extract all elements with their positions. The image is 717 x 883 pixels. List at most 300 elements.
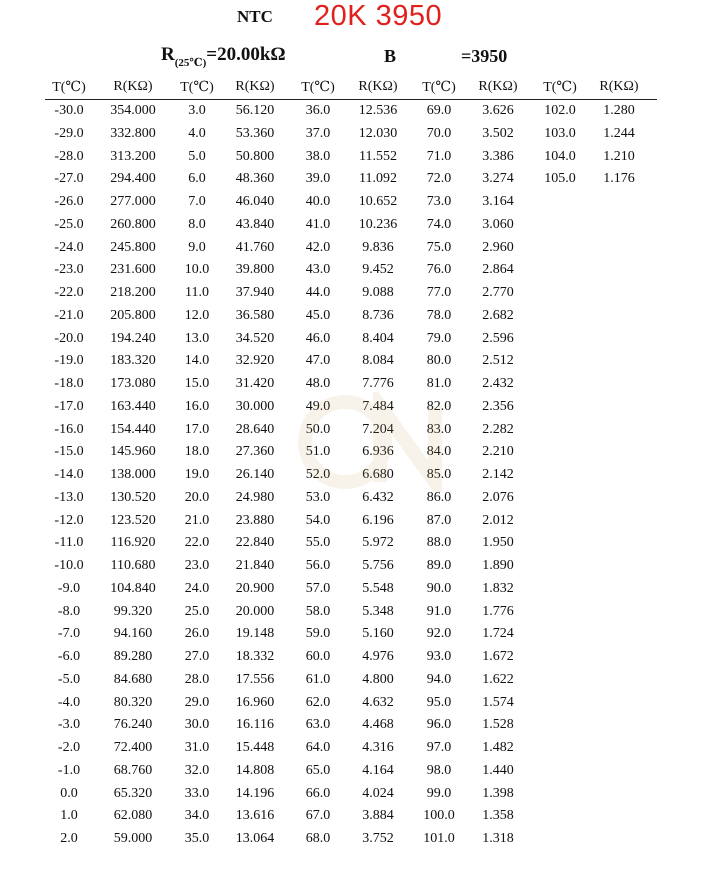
table-cell: 62.080 [113, 808, 153, 824]
table-cell: 3.884 [362, 808, 394, 824]
table-cell: 71.0 [426, 148, 452, 164]
table-cell: 50.0 [305, 421, 331, 437]
table-cell: 8.404 [362, 330, 394, 346]
table-cell: 4.024 [362, 785, 394, 801]
table-cell: 4.632 [362, 694, 394, 710]
table-cell: 101.0 [423, 831, 455, 846]
table-cell: 11.552 [359, 148, 397, 164]
b-value: =3950 [461, 46, 508, 66]
table-cell: 5.756 [362, 558, 394, 573]
table-cell: 1.398 [482, 785, 514, 801]
table-cell: 56.120 [235, 103, 275, 118]
table-cell: 91.0 [426, 603, 452, 619]
table-cell: 90.0 [426, 580, 452, 596]
table-cell: 6.680 [362, 467, 394, 482]
table-cell: -26.0 [54, 194, 84, 209]
table-cell: 277.000 [110, 194, 156, 209]
table-cell: -11.0 [54, 535, 84, 551]
table-cell: -27.0 [54, 171, 84, 187]
table-cell: 49.0 [305, 398, 331, 414]
header-t-2: T(℃) [180, 80, 214, 95]
table-cell: 4.316 [362, 740, 394, 755]
table-cell: 7.204 [362, 421, 394, 437]
table-cell: 86.0 [426, 489, 452, 505]
model-title: 20K 3950 [314, 0, 443, 32]
table-cell: -25.0 [54, 216, 84, 232]
table-cell: 14.808 [235, 762, 275, 778]
table-cell: 62.0 [305, 694, 331, 710]
table-cell: 51.0 [305, 444, 331, 460]
table-cell: 6.0 [188, 171, 206, 187]
table-cell: 84.0 [426, 444, 452, 460]
table-cell: 9.452 [362, 262, 394, 278]
table-cell: 116.920 [110, 535, 156, 551]
table-cell: 52.0 [305, 467, 331, 482]
table-cell: 42.0 [305, 239, 331, 255]
table-cell: -10.0 [54, 558, 84, 573]
table-cell: 40.0 [305, 194, 331, 209]
table-cell: 59.0 [305, 626, 331, 642]
table-cell: 1.0 [60, 808, 78, 824]
table-cell: 60.0 [305, 649, 331, 664]
table-cell: 23.0 [184, 558, 210, 573]
table-cell: -9.0 [57, 580, 81, 596]
table-cell: 2.770 [482, 285, 514, 300]
table-cell: 194.240 [110, 330, 156, 346]
table-cell: 10.236 [358, 216, 398, 232]
table-cell: 55.0 [305, 535, 331, 551]
table-cell: 1.832 [482, 580, 514, 596]
table-cell: 7.484 [362, 398, 394, 414]
table-cell: 313.200 [110, 148, 156, 164]
table-cell: 61.0 [305, 671, 331, 687]
table-cell: 2.142 [482, 467, 514, 482]
table-cell: 94.160 [113, 626, 153, 642]
table-cell: 13.0 [184, 330, 210, 346]
table-cell: 18.332 [235, 649, 275, 664]
table-cell: 1.528 [482, 717, 514, 733]
table-cell: 5.0 [188, 148, 206, 164]
table-cell: 218.200 [110, 285, 156, 300]
table-cell: 48.0 [305, 376, 331, 391]
table-cell: 31.420 [235, 376, 275, 391]
table-cell: 1.950 [482, 535, 514, 551]
header-t-5: T(℃) [543, 80, 577, 95]
table-cell: 45.0 [305, 307, 331, 323]
table-cell: 3.164 [482, 194, 514, 209]
table-cell: -19.0 [54, 353, 84, 369]
table-cell: 5.548 [362, 580, 394, 596]
table-cell: 2.596 [482, 330, 514, 346]
table-cell: 2.512 [482, 353, 514, 369]
table-cell: 44.0 [305, 285, 331, 300]
table-cell: 3.0 [188, 103, 206, 118]
table-cell: 260.800 [110, 216, 156, 232]
ntc-title: NTC [237, 7, 273, 26]
table-cell: 10.0 [184, 262, 210, 278]
table-cell: -14.0 [54, 467, 84, 482]
table-cell: 205.800 [110, 307, 156, 323]
table-cell: 103.0 [544, 125, 576, 141]
table-cell: 2.282 [482, 421, 514, 437]
table-cell: 21.840 [235, 558, 275, 573]
table-cell: 354.000 [110, 103, 156, 118]
table-cell: 145.960 [110, 444, 156, 460]
table-cell: -30.0 [54, 103, 84, 118]
temp-column-4 [415, 100, 463, 851]
table-cell: 59.000 [113, 831, 153, 846]
table-header [45, 79, 657, 100]
table-cell: 12.030 [358, 125, 398, 141]
table-cell: 79.0 [426, 330, 452, 346]
table-cell: 25.0 [184, 603, 210, 619]
header-t-4: T(℃) [422, 80, 456, 95]
table-cell: -17.0 [54, 398, 84, 414]
table-cell: 13.064 [235, 831, 275, 846]
table-cell: 53.360 [235, 125, 275, 141]
table-cell: 19.148 [235, 626, 275, 642]
table-cell: 48.360 [235, 171, 275, 187]
table-cell: 8.0 [188, 216, 206, 232]
table-cell: 53.0 [305, 489, 331, 505]
table-cell: 3.274 [482, 171, 514, 187]
table-cell: 4.0 [188, 125, 206, 141]
table-cell: 1.318 [482, 831, 514, 846]
table-cell: 15.0 [184, 376, 210, 391]
table-cell: 100.0 [423, 808, 455, 824]
table-cell: -29.0 [54, 125, 84, 141]
table-cell: 7.776 [362, 376, 394, 391]
r-value: =20.00kΩ [206, 44, 286, 65]
table-cell: -21.0 [54, 307, 84, 323]
table-cell: 75.0 [426, 239, 452, 255]
table-cell: 1.440 [482, 762, 514, 778]
temp-column-1 [45, 100, 93, 851]
table-cell: 43.840 [235, 216, 275, 232]
table-cell: 4.976 [362, 649, 394, 664]
table-cell: 1.482 [482, 740, 514, 755]
table-cell: 102.0 [544, 103, 576, 118]
table-cell: 2.864 [482, 262, 514, 278]
table-cell: 77.0 [426, 285, 452, 300]
table-cell: 47.0 [305, 353, 331, 369]
table-cell: 4.800 [362, 671, 394, 687]
table-cell: -22.0 [54, 285, 84, 300]
table-cell: 66.0 [305, 785, 331, 801]
table-cell: -20.0 [54, 330, 84, 346]
table-cell: 50.800 [235, 148, 275, 164]
table-cell: 2.012 [482, 512, 514, 528]
table-cell: 5.160 [362, 626, 394, 642]
table-cell: -18.0 [54, 376, 84, 391]
table-cell: 2.356 [482, 398, 514, 414]
temp-column-2 [173, 100, 221, 851]
table-cell: 87.0 [426, 512, 452, 528]
table-cell: 27.0 [184, 649, 210, 664]
table-cell: 65.0 [305, 762, 331, 778]
table-cell: 22.840 [235, 535, 275, 551]
table-cell: 12.0 [184, 307, 210, 323]
table-cell: 22.0 [184, 535, 210, 551]
table-cell: -1.0 [57, 762, 81, 778]
table-cell: 21.0 [184, 512, 210, 528]
table-cell: 94.0 [426, 671, 452, 687]
table-cell: 80.320 [113, 694, 153, 710]
table-cell: 20.000 [235, 603, 275, 619]
table-cell: 46.0 [305, 330, 331, 346]
table-cell: 32.0 [184, 762, 210, 778]
table-cell: 58.0 [305, 603, 331, 619]
table-cell: 110.680 [110, 558, 156, 573]
table-cell: 17.0 [184, 421, 210, 437]
table-cell: 73.0 [426, 194, 452, 209]
table-cell: 68.0 [305, 831, 331, 846]
table-cell: 93.0 [426, 649, 452, 664]
table-cell: 5.348 [362, 603, 394, 619]
table-cell: -13.0 [54, 489, 84, 505]
table-cell: 70.0 [426, 125, 452, 141]
table-cell: 27.360 [235, 444, 275, 460]
table-cell: 3.502 [482, 125, 514, 141]
table-cell: 13.616 [235, 808, 275, 824]
table-cell: 8.084 [362, 353, 394, 369]
table-cell: 95.0 [426, 694, 452, 710]
table-cell: 39.800 [235, 262, 275, 278]
table-cell: 7.0 [188, 194, 206, 209]
table-cell: 63.0 [305, 717, 331, 733]
table-cell: 98.0 [426, 762, 452, 778]
table-cell: 30.000 [235, 398, 275, 414]
table-cell: 11.0 [185, 285, 209, 300]
table-cell: 83.0 [426, 421, 452, 437]
table-cell: 97.0 [426, 740, 452, 755]
table-cell: 88.0 [426, 535, 452, 551]
table-cell: -28.0 [54, 148, 84, 164]
table-cell: -15.0 [54, 444, 84, 460]
header-r-4: R(KΩ) [478, 79, 518, 94]
table-cell: 5.972 [362, 535, 394, 551]
table-cell: 12.536 [358, 103, 398, 118]
resistance-column-1 [103, 100, 163, 851]
r-subscript: (25℃) [174, 57, 207, 69]
table-cell: 92.0 [426, 626, 452, 642]
table-cell: 19.0 [184, 467, 210, 482]
resistance-column-5 [589, 100, 649, 191]
table-cell: 37.940 [235, 285, 275, 300]
b-label: B [384, 46, 397, 66]
table-cell: 57.0 [305, 580, 331, 596]
header-r-5: R(KΩ) [599, 79, 639, 94]
table-cell: 43.0 [305, 262, 331, 278]
table-cell: 30.0 [184, 717, 210, 733]
table-cell: 99.0 [426, 785, 452, 801]
table-cell: 1.890 [482, 558, 514, 573]
table-cell: 1.724 [482, 626, 514, 642]
table-cell: 28.0 [184, 671, 210, 687]
table-cell: 245.800 [110, 239, 156, 255]
table-cell: 154.440 [110, 421, 156, 437]
table-cell: 2.432 [482, 376, 514, 391]
table-cell: -2.0 [57, 740, 81, 755]
table-cell: 15.448 [235, 740, 275, 755]
table-cell: 0.0 [60, 785, 78, 801]
table-cell: 1.244 [603, 125, 635, 141]
table-cell: 78.0 [426, 307, 452, 323]
table-cell: 332.800 [110, 125, 156, 141]
table-cell: -4.0 [57, 694, 81, 710]
table-cell: 3.386 [482, 148, 514, 164]
table-cell: 26.140 [235, 467, 275, 482]
table-cell: 20.0 [184, 489, 210, 505]
header-r-3: R(KΩ) [358, 79, 398, 94]
table-cell: 2.210 [482, 444, 514, 460]
table-cell: 104.0 [544, 148, 576, 164]
table-cell: 3.060 [482, 216, 514, 232]
table-cell: 2.682 [482, 307, 514, 323]
table-cell: 76.0 [426, 262, 452, 278]
table-cell: 18.0 [184, 444, 210, 460]
table-cell: 38.0 [305, 148, 331, 164]
table-cell: 24.0 [184, 580, 210, 596]
temp-column-5 [536, 100, 584, 191]
table-cell: -23.0 [54, 262, 84, 278]
table-cell: 14.0 [184, 353, 210, 369]
table-cell: 23.880 [235, 512, 275, 528]
table-cell: 33.0 [184, 785, 210, 801]
table-cell: 72.400 [113, 740, 153, 755]
table-cell: 89.280 [113, 649, 153, 664]
table-cell: 26.0 [184, 626, 210, 642]
table-cell: 64.0 [305, 740, 331, 755]
table-cell: 1.776 [482, 603, 514, 619]
table-cell: 4.468 [362, 717, 394, 733]
table-cell: -7.0 [57, 626, 81, 642]
table-cell: 54.0 [305, 512, 331, 528]
r25-parameter [161, 44, 286, 69]
table-cell: 130.520 [110, 489, 156, 505]
header-r-1: R(KΩ) [113, 79, 153, 94]
table-cell: 231.600 [110, 262, 156, 278]
table-cell: 2.960 [482, 239, 514, 255]
resistance-column-4 [468, 100, 528, 851]
table-cell: 6.196 [362, 512, 394, 528]
r-prefix: R [161, 44, 175, 65]
table-cell: 46.040 [235, 194, 275, 209]
table-cell: 74.0 [426, 216, 452, 232]
table-cell: 3.626 [482, 103, 514, 118]
table-cell: 34.0 [184, 808, 210, 824]
table-cell: 4.164 [362, 762, 394, 778]
table-cell: 24.980 [235, 489, 275, 505]
table-cell: 11.092 [359, 171, 397, 187]
table-cell: 1.210 [603, 148, 635, 164]
table-cell: 1.622 [482, 671, 514, 687]
table-cell: 105.0 [544, 171, 576, 187]
table-cell: 1.176 [603, 171, 635, 187]
table-cell: -12.0 [54, 512, 84, 528]
table-cell: 1.672 [482, 649, 514, 664]
resistance-column-3 [348, 100, 408, 851]
table-cell: 41.760 [235, 239, 275, 255]
table-cell: 99.320 [113, 603, 153, 619]
table-cell: 123.520 [110, 512, 156, 528]
table-cell: 56.0 [305, 558, 331, 573]
table-cell: 16.116 [236, 717, 274, 733]
table-cell: 9.0 [188, 239, 206, 255]
table-cell: 138.000 [110, 467, 156, 482]
table-cell: 6.936 [362, 444, 394, 460]
table-cell: 9.088 [362, 285, 394, 300]
table-cell: 14.196 [235, 785, 275, 801]
table-cell: 163.440 [110, 398, 156, 414]
table-cell: 1.574 [482, 694, 514, 710]
table-cell: -5.0 [57, 671, 81, 687]
table-cell: 34.520 [235, 330, 275, 346]
table-cell: 17.556 [235, 671, 275, 687]
table-cell: 39.0 [305, 171, 331, 187]
table-cell: 72.0 [426, 171, 452, 187]
table-cell: -16.0 [54, 421, 84, 437]
table-cell: 16.0 [184, 398, 210, 414]
table-cell: 35.0 [184, 831, 210, 846]
table-cell: 104.840 [110, 580, 156, 596]
table-cell: -6.0 [57, 649, 81, 664]
table-cell: 2.076 [482, 489, 514, 505]
table-cell: 85.0 [426, 467, 452, 482]
table-cell: 28.640 [235, 421, 275, 437]
header-t-3: T(℃) [301, 80, 335, 95]
temp-column-3 [294, 100, 342, 851]
table-cell: 96.0 [426, 717, 452, 733]
table-cell: 89.0 [426, 558, 452, 573]
table-cell: 80.0 [426, 353, 452, 369]
table-cell: 1.358 [482, 808, 514, 824]
table-cell: 68.760 [113, 762, 153, 778]
resistance-column-2 [225, 100, 285, 851]
table-cell: 67.0 [305, 808, 331, 824]
table-cell: 32.920 [235, 353, 275, 369]
table-cell: -3.0 [57, 717, 81, 733]
table-cell: 6.432 [362, 489, 394, 505]
table-cell: 2.0 [60, 831, 78, 846]
table-cell: 1.280 [603, 103, 635, 118]
table-cell: 29.0 [184, 694, 210, 710]
table-cell: 81.0 [426, 376, 452, 391]
table-cell: 37.0 [305, 125, 331, 141]
header-r-2: R(KΩ) [235, 79, 275, 94]
table-cell: 8.736 [362, 307, 394, 323]
table-cell: 41.0 [305, 216, 331, 232]
table-cell: 36.580 [235, 307, 275, 323]
table-cell: 183.320 [110, 353, 156, 369]
table-cell: 16.960 [235, 694, 275, 710]
table-cell: 9.836 [362, 239, 394, 255]
table-cell: 82.0 [426, 398, 452, 414]
table-cell: 36.0 [305, 103, 331, 118]
table-cell: 76.240 [113, 717, 153, 733]
header-t-1: T(℃) [52, 80, 86, 95]
table-cell: 20.900 [235, 580, 275, 596]
table-cell: 69.0 [426, 103, 452, 118]
table-cell: 84.680 [113, 671, 153, 687]
table-cell: -8.0 [57, 603, 81, 619]
table-cell: 173.080 [110, 376, 156, 391]
table-cell: 294.400 [110, 171, 156, 187]
table-cell: -24.0 [54, 239, 84, 255]
table-cell: 65.320 [113, 785, 153, 801]
table-cell: 31.0 [184, 740, 210, 755]
table-cell: 10.652 [358, 194, 398, 209]
